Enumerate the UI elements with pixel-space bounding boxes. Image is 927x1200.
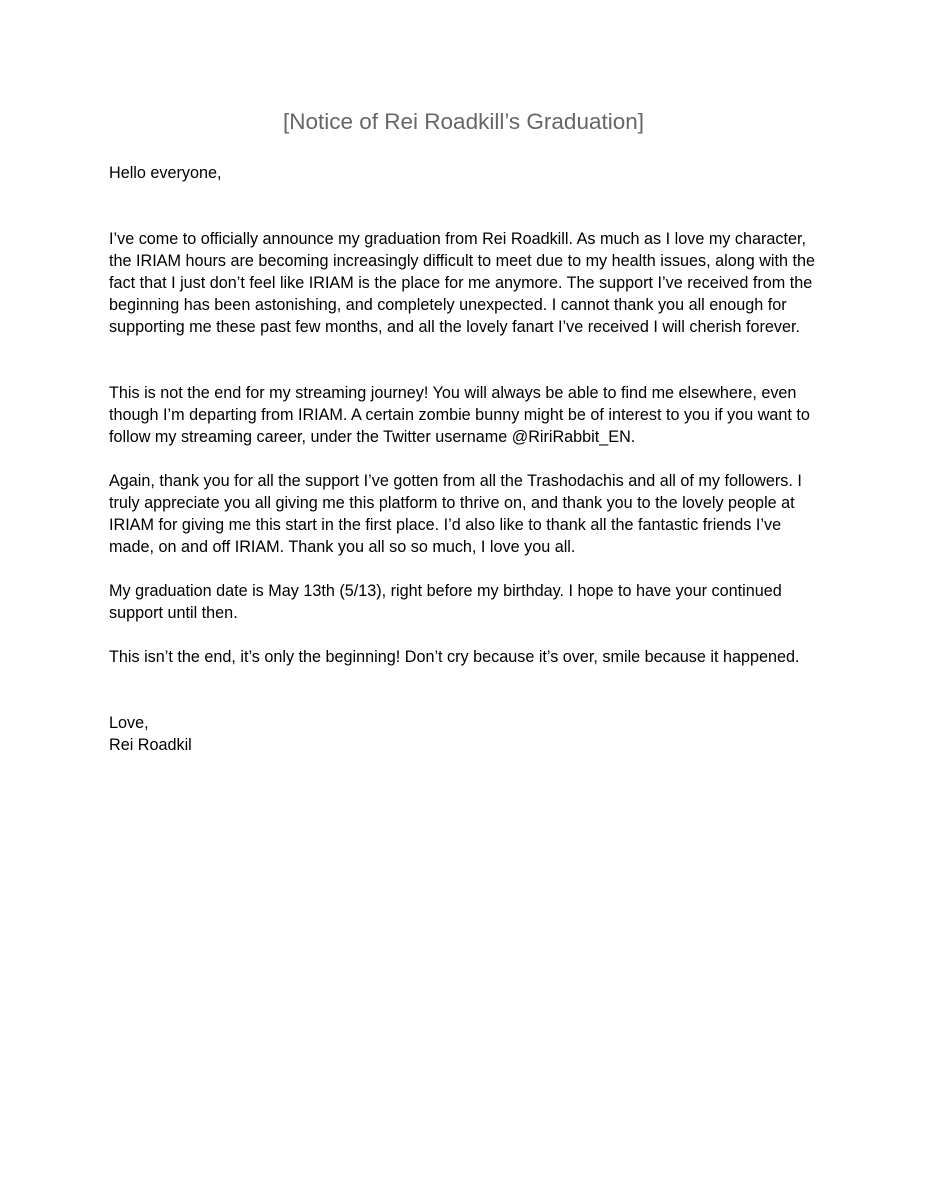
- closing: Love,: [109, 714, 149, 732]
- paragraph-announcement: I’ve come to officially announce my graduation from Rei Roadkill. As much as I love my character, the IRIAM hours are becoming increasingly difficult to meet due to my health issues, along with the fact that I just don’t feel like IRIAM is the place for me anymore. The support I’ve received from the beginning has been astonishing, and completely unexpected. I cannot thank you all enough for supporting me these past few months, and all the lovely fanart I’ve received I will cherish forever.: [109, 230, 816, 336]
- paragraph-graduation-date: My graduation date is May 13th (5/13), right before my birthday. I hope to have your continued support until then.: [109, 582, 782, 622]
- paragraph-thanks: Again, thank you for all the support I’ve gotten from all the Trashodachis and all of my followers. I truly appreciate you all giving me this platform to thrive on, and thank you to the lovely people at IRIAM for giving me this start in the first place. I’d also like to thank all the fantastic friends I’ve made, on and off IRIAM. Thank you all so so much, I love you all.: [109, 472, 802, 556]
- signature: Rei Roadkil: [109, 736, 192, 754]
- document-title: [Notice of Rei Roadkill’s Graduation]: [282, 109, 644, 134]
- paragraph-beginning: This isn’t the end, it’s only the beginning! Don’t cry because it’s over, smile because it happened.: [109, 648, 800, 666]
- paragraph-streaming-journey: This is not the end for my streaming journey! You will always be able to find me elsewhere, even though I’m departing from IRIAM. A certain zombie bunny might be of interest to you if you want to follow my streaming career, under the Twitter username @RiriRabbit_EN.: [109, 384, 810, 446]
- greeting: Hello everyone,: [109, 164, 222, 182]
